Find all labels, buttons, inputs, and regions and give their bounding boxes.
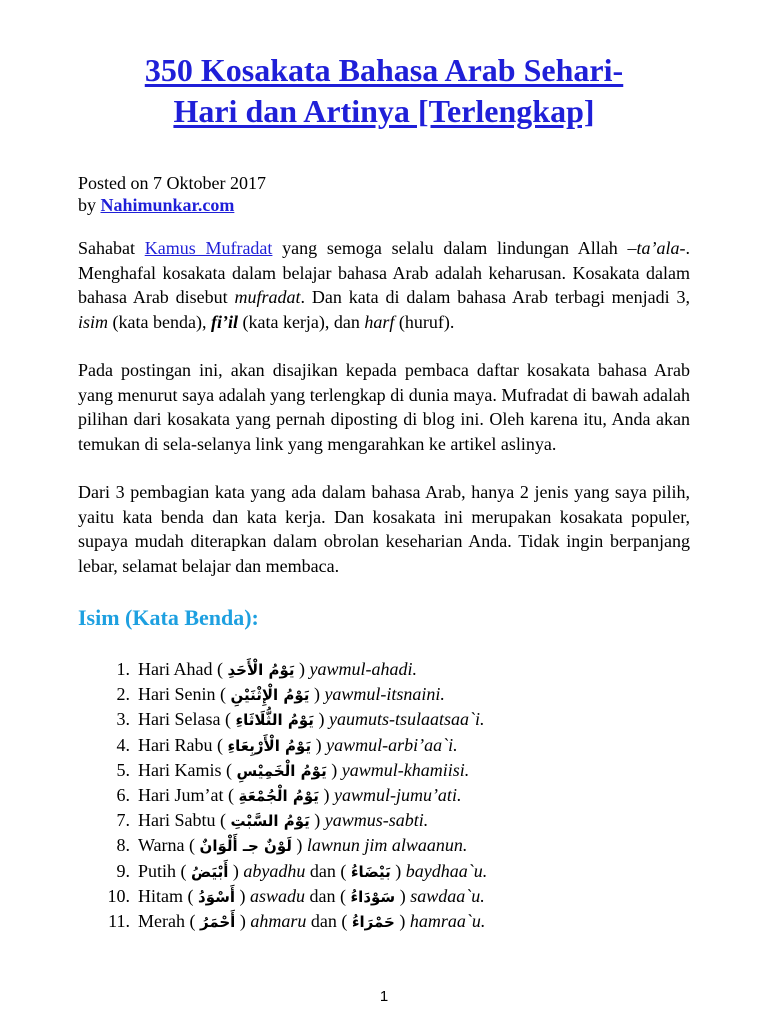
text-run: (kata benda), bbox=[108, 311, 211, 332]
indonesian-word: Merah bbox=[138, 911, 185, 932]
item-content: Hari Kamis ( يَوْمُ الْخَمِيْسِ ) yawmul-khamiisi. bbox=[138, 759, 470, 780]
indonesian-word: Warna bbox=[138, 835, 185, 856]
title-line-1: 350 Kosakata Bahasa Arab Sehari- bbox=[144, 52, 624, 88]
item-number: 10. bbox=[107, 885, 130, 906]
author-line bbox=[78, 194, 690, 216]
item-content: Hari Sabtu ( يَوْمُ السَّبْتِ ) yawmus-sabti. bbox=[138, 810, 429, 831]
indonesian-word: Hari Sabtu bbox=[138, 810, 216, 831]
item-content: Hitam ( أَسْوَدُ ) aswadu dan ( سَوْدَاءُ ) sawdaa`u. bbox=[138, 885, 485, 906]
transliteration: abyadhu bbox=[243, 860, 306, 881]
item-number: 2. bbox=[116, 684, 130, 705]
author-link[interactable]: Nahimunkar.com bbox=[100, 195, 235, 215]
text-run: -. Menghafal kosakata dalam belajar bahasa Arab adalah keharusan. Kosakata dalam bahasa Arab disebut bbox=[78, 238, 690, 307]
item-content: Warna ( لَوْنٌ جـ أَلْوَانٌ ) lawnun jim alwaanun. bbox=[138, 835, 468, 856]
indonesian-word: Hari Ahad bbox=[138, 659, 213, 679]
item-number: 11. bbox=[108, 911, 130, 932]
italic-term: isim bbox=[78, 311, 109, 332]
arabic-word: حَمْرَاءُ bbox=[351, 913, 395, 932]
transliteration: yawmul-jumu’ati. bbox=[333, 785, 462, 806]
page-number: 1 bbox=[379, 988, 389, 1005]
arabic-word: لَوْنٌ جـ أَلْوَانٌ bbox=[199, 837, 292, 856]
arabic-word: يَوْمُ الثُّلَاثَاءِ bbox=[235, 711, 314, 730]
indonesian-word: Hari Jum’at bbox=[138, 785, 224, 806]
arabic-word: أَسْوَدُ bbox=[198, 887, 235, 906]
page-title[interactable] bbox=[78, 50, 690, 132]
item-content: Merah ( أَحْمَرُ ) ahmaru dan ( حَمْرَاءُ ) hamraa`u. bbox=[138, 911, 486, 932]
list-item bbox=[78, 783, 690, 808]
transliteration: yawmul-itsnaini. bbox=[324, 684, 445, 705]
list-item bbox=[78, 707, 690, 732]
arabic-word: سَوْدَاءُ bbox=[350, 887, 396, 906]
transliteration: ahmaru bbox=[250, 911, 307, 932]
title-line-2: Hari dan Artinya [Terlengkap] bbox=[173, 93, 595, 129]
conjunction: dan bbox=[310, 911, 337, 932]
transliteration: yawmus-sabti. bbox=[324, 810, 429, 831]
indonesian-word: Hitam bbox=[138, 885, 183, 906]
list-item bbox=[78, 909, 690, 934]
italic-term: harf bbox=[364, 311, 395, 332]
indonesian-word: Hari Senin bbox=[138, 684, 216, 705]
transliteration: yawmul-ahadi. bbox=[309, 659, 418, 679]
text-run: . Dan kata di dalam bahasa Arab terbagi menjadi 3, bbox=[300, 287, 690, 307]
list-item bbox=[78, 733, 690, 758]
vocab-list bbox=[78, 657, 690, 934]
list-item bbox=[78, 682, 690, 707]
item-number: 4. bbox=[116, 734, 130, 755]
list-item bbox=[78, 657, 690, 682]
item-number: 3. bbox=[116, 709, 130, 730]
text-run: (huruf). bbox=[394, 311, 455, 332]
list-item bbox=[78, 808, 690, 833]
by-prefix: by bbox=[78, 195, 96, 215]
second-paragraph: Pada postingan ini, akan disajikan kepada pembaca daftar kosakata bahasa Arab yang menurut saya adalah yang terlengkap di dunia maya. Mufradat di bawah adalah pilihan dari kosakata yang pernah diposting di blog ini. Oleh karena itu, Anda akan temukan di sela-selanya link yang mengarahkan ke artikel aslinya. bbox=[78, 360, 690, 454]
text-run: Sahabat bbox=[78, 238, 145, 258]
item-content: Hari Rabu ( يَوْمُ الْأَرْبِعَاءِ ) yawmul-arbi’aa`i. bbox=[138, 734, 458, 755]
transliteration: hamraa`u. bbox=[409, 911, 486, 932]
conjunction: dan bbox=[309, 885, 336, 906]
list-item bbox=[78, 859, 690, 884]
item-number: 5. bbox=[116, 759, 130, 780]
indonesian-word: Hari Rabu bbox=[138, 734, 213, 755]
third-paragraph: Dari 3 pembagian kata yang ada dalam bahasa Arab, hanya 2 jenis yang saya pilih, yaitu kata benda dan kata kerja. Dan kosakata ini merupakan kosakata populer, supaya mudah diterapkan dalam obrolan keseharian Anda. Tidak ingin berpanjang lebar, selamat belajar dan membaca. bbox=[78, 482, 690, 576]
arabic-word: أَحْمَرُ bbox=[199, 913, 236, 932]
item-content: Hari Jum’at ( يَوْمُ الْجُمْعَةِ ) yawmul-jumu’ati. bbox=[138, 785, 462, 806]
document-page bbox=[78, 50, 690, 934]
arabic-word: يَوْمُ الْجُمْعَةِ bbox=[238, 787, 319, 806]
arabic-word: يَوْمُ الْأَرْبِعَاءِ bbox=[227, 736, 312, 755]
indonesian-word: Hari Kamis bbox=[138, 759, 222, 780]
item-number: 6. bbox=[116, 785, 130, 806]
transliteration: yawmul-khamiisi. bbox=[341, 759, 470, 780]
transliteration: sawdaa`u. bbox=[410, 885, 485, 906]
indonesian-word: Hari Selasa bbox=[138, 709, 221, 730]
post-date: 7 Oktober 2017 bbox=[153, 173, 266, 193]
item-number: 7. bbox=[116, 810, 130, 831]
kamus-mufradat-link[interactable]: Kamus Mufradat bbox=[144, 238, 273, 258]
transliteration: aswadu bbox=[250, 885, 306, 906]
item-content: Hari Senin ( يَوْمُ الْإِثْنَيْنِ ) yawmul-itsnaini. bbox=[138, 684, 445, 705]
item-number: 9. bbox=[116, 860, 130, 881]
item-number: 1. bbox=[116, 659, 130, 679]
list-item bbox=[78, 758, 690, 783]
posted-prefix: Posted on bbox=[78, 173, 149, 193]
title-link[interactable] bbox=[145, 52, 623, 129]
arabic-word: يَوْمُ الْخَمِيْسِ bbox=[236, 761, 327, 780]
intro-paragraph bbox=[78, 236, 690, 334]
section-heading: Isim (Kata Benda): bbox=[78, 605, 259, 630]
item-content: Hari Selasa ( يَوْمُ الثُّلَاثَاءِ ) yaumuts-tsulaatsaa`i. bbox=[138, 709, 485, 730]
text-run: (kata kerja), dan bbox=[237, 311, 365, 332]
transliteration: yawmul-arbi’aa`i. bbox=[326, 734, 458, 755]
arabic-word: يَوْمُ السَّبْتِ bbox=[230, 812, 310, 831]
indonesian-word: Putih bbox=[138, 860, 177, 881]
arabic-word: يَوْمُ الْإِثْنَيْنِ bbox=[230, 686, 310, 705]
italic-term: mufradat bbox=[234, 287, 301, 307]
text-run: yang semoga selalu dalam lindungan Allah – bbox=[272, 238, 637, 258]
arabic-word: أَبْيَضُ bbox=[191, 862, 229, 881]
item-number: 8. bbox=[116, 835, 130, 856]
item-content: Putih ( أَبْيَضُ ) abyadhu dan ( بَيْضَاءُ ) baydhaa`u. bbox=[138, 860, 488, 881]
posted-line bbox=[78, 172, 690, 194]
list-item bbox=[78, 833, 690, 858]
transliteration: lawnun jim alwaanun. bbox=[306, 835, 468, 856]
item-content: Hari Ahad ( يَوْمُ الْأَحَدِ ) yawmul-ahadi. bbox=[138, 659, 418, 679]
transliteration: yaumuts-tsulaatsaa`i. bbox=[328, 709, 485, 730]
list-item bbox=[78, 884, 690, 909]
italic-term: fi’il bbox=[210, 311, 238, 332]
conjunction: dan bbox=[309, 860, 336, 881]
post-meta bbox=[78, 172, 690, 216]
italic-term: ta’ala bbox=[636, 238, 680, 258]
arabic-word: بَيْضَاءُ bbox=[350, 862, 391, 881]
arabic-word: يَوْمُ الْأَحَدِ bbox=[227, 661, 295, 679]
transliteration: baydhaa`u. bbox=[405, 860, 488, 881]
